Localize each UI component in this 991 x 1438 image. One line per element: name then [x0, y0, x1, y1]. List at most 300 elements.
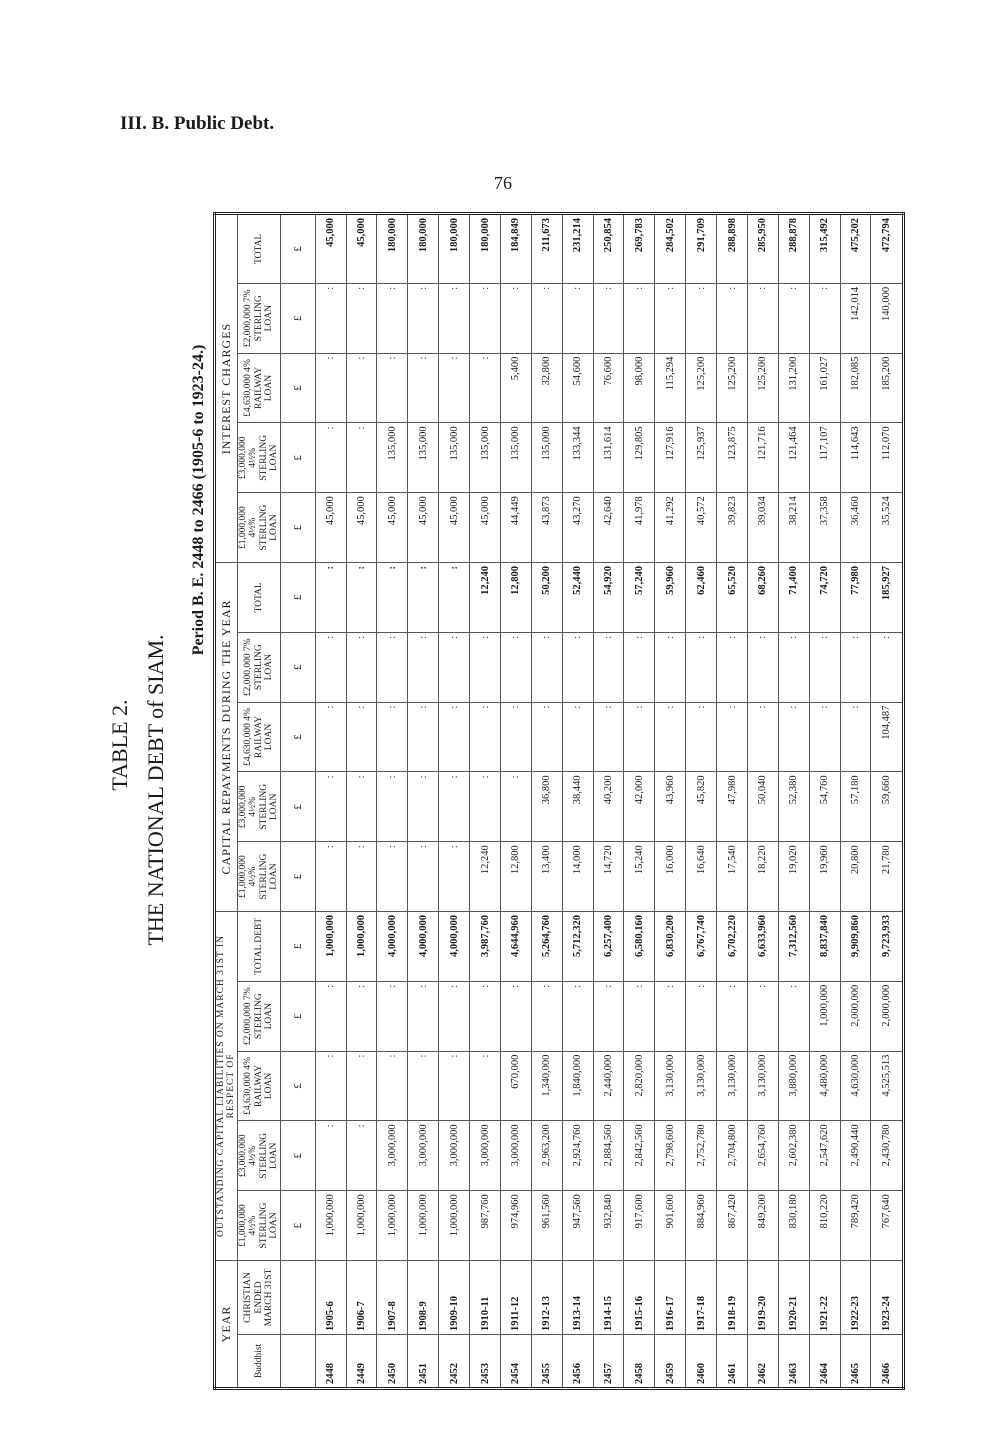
outstanding-loan3-cell: 3,130,000 — [747, 1051, 778, 1121]
christian-year-cell: 1912-13 — [531, 1260, 562, 1334]
col-repay-loan1: £1,000,000 4½% STERLING LOAN — [237, 842, 280, 912]
christian-year-cell: 1905-6 — [315, 1260, 346, 1334]
buddhist-year-cell: 2448 — [315, 1335, 346, 1389]
interest-loan4-cell: : — [562, 283, 593, 353]
repay-loan2-cell: 38,440 — [562, 772, 593, 842]
outstanding-loan2-cell: 3,000,000 — [377, 1121, 408, 1191]
interest-loan3-cell: : — [315, 353, 346, 423]
unit-cell: £ — [280, 1191, 315, 1261]
total-debt-cell: 5,712,320 — [562, 912, 593, 982]
repay-loan4-cell: : — [840, 632, 871, 702]
outstanding-loan2-cell: 2,963,200 — [531, 1121, 562, 1191]
interest-total-cell: 315,492 — [809, 214, 840, 284]
repay-loan4-cell: : — [747, 632, 778, 702]
buddhist-year-cell: 2449 — [346, 1335, 377, 1389]
interest-loan3-cell: 161,027 — [809, 353, 840, 423]
repay-total-cell: 62,460 — [686, 563, 717, 633]
total-debt-cell: 9,909,860 — [840, 912, 871, 982]
repay-loan1-cell: 21,780 — [871, 842, 904, 912]
unit-cell: £ — [280, 842, 315, 912]
outstanding-loan1-cell: 1,000,000 — [315, 1191, 346, 1261]
outstanding-loan2-cell: 3,000,000 — [500, 1121, 531, 1191]
interest-loan4-cell: 142,014 — [840, 283, 871, 353]
table-row — [655, 214, 686, 1389]
interest-total-cell: 285,950 — [747, 214, 778, 284]
outstanding-loan3-cell: : — [315, 1051, 346, 1121]
outstanding-loan3-cell: : — [408, 1051, 439, 1121]
interest-total-cell: 45,000 — [346, 214, 377, 284]
interest-loan3-cell: 54,600 — [562, 353, 593, 423]
col-repay-loan2: £3,000,000 4½% STERLING LOAN — [237, 772, 280, 842]
outstanding-loan2-cell: 2,842,560 — [624, 1121, 655, 1191]
outstanding-loan4-cell: : — [593, 981, 624, 1051]
repay-total-cell: : — [439, 563, 470, 633]
interest-loan3-cell: 182,085 — [840, 353, 871, 423]
christian-year-cell: 1906-7 — [346, 1260, 377, 1334]
page-number: 76 — [494, 173, 512, 193]
interest-loan4-cell: : — [624, 283, 655, 353]
outstanding-loan3-cell: 4,525,513 — [871, 1051, 904, 1121]
national-debt-table — [213, 212, 905, 1390]
unit-cell: £ — [280, 423, 315, 493]
interest-loan2-cell: 127,916 — [655, 423, 686, 493]
outstanding-loan1-cell: 884,960 — [686, 1191, 717, 1261]
buddhist-year-cell: 2459 — [655, 1335, 686, 1389]
table-row — [470, 214, 501, 1389]
interest-loan1-cell: 45,000 — [439, 493, 470, 563]
buddhist-year-cell: 2465 — [840, 1335, 871, 1389]
outstanding-loan2-cell: 2,490,440 — [840, 1121, 871, 1191]
col-outstanding-loan1: £1,000,000 4½% STERLING LOAN — [237, 1191, 280, 1261]
buddhist-year-cell: 2456 — [562, 1335, 593, 1389]
repay-total-cell: 68,260 — [747, 563, 778, 633]
christian-year-cell: 1920-21 — [778, 1260, 809, 1334]
repay-loan3-cell: : — [439, 702, 470, 772]
outstanding-loan1-cell: 1,000,000 — [408, 1191, 439, 1261]
interest-loan1-cell: 45,000 — [315, 493, 346, 563]
table-row — [315, 214, 346, 1389]
repay-loan3-cell: : — [408, 702, 439, 772]
repay-loan2-cell: 42,000 — [624, 772, 655, 842]
repay-total-cell: 12,240 — [470, 563, 501, 633]
table-row — [809, 214, 840, 1389]
repay-loan1-cell: : — [377, 842, 408, 912]
total-debt-cell: 5,264,760 — [531, 912, 562, 982]
repay-loan1-cell: 18,220 — [747, 842, 778, 912]
interest-loan2-cell: 123,875 — [717, 423, 748, 493]
col-interest-loan4: £2,000,000 7% STERLING LOAN — [237, 283, 280, 353]
interest-loan4-cell: : — [439, 283, 470, 353]
repay-loan3-cell: : — [470, 702, 501, 772]
repay-loan4-cell: : — [717, 632, 748, 702]
repay-loan2-cell: 47,980 — [717, 772, 748, 842]
table-body — [280, 214, 903, 1389]
outstanding-loan4-cell: : — [377, 981, 408, 1051]
interest-loan3-cell: 32,800 — [531, 353, 562, 423]
repay-loan4-cell: : — [377, 632, 408, 702]
table-row — [531, 214, 562, 1389]
table-row — [871, 214, 904, 1389]
outstanding-loan1-cell: 867,420 — [717, 1191, 748, 1261]
col-outstanding-loan3: £4,630,000 4% RAILWAY LOAN — [237, 1051, 280, 1121]
table-row — [778, 214, 809, 1389]
interest-loan4-cell: : — [747, 283, 778, 353]
repay-loan4-cell: : — [470, 632, 501, 702]
table-row — [439, 214, 470, 1389]
interest-total-cell: 250,854 — [593, 214, 624, 284]
repay-total-cell: 57,240 — [624, 563, 655, 633]
outstanding-loan2-cell: : — [315, 1121, 346, 1191]
outstanding-loan4-cell: : — [717, 981, 748, 1051]
repay-total-cell: 12,800 — [500, 563, 531, 633]
outstanding-loan1-cell: 987,760 — [470, 1191, 501, 1261]
repay-loan4-cell: : — [315, 632, 346, 702]
christian-year-cell: 1915-16 — [624, 1260, 655, 1334]
outstanding-loan2-cell: 2,924,760 — [562, 1121, 593, 1191]
interest-loan4-cell: : — [470, 283, 501, 353]
interest-total-cell: 288,878 — [778, 214, 809, 284]
group-outstanding: OUTSTANDING CAPITAL LIABILITIES ON MARCH 31ST IN RESPECT OF — [215, 912, 238, 1261]
table-row — [346, 214, 377, 1389]
outstanding-loan2-cell: 2,704,800 — [717, 1121, 748, 1191]
interest-total-cell: 211,673 — [531, 214, 562, 284]
interest-loan2-cell: : — [315, 423, 346, 493]
interest-loan2-cell: 135,000 — [470, 423, 501, 493]
interest-total-cell: 45,000 — [315, 214, 346, 284]
unit-row — [280, 214, 315, 1389]
outstanding-loan4-cell: : — [624, 981, 655, 1051]
repay-loan2-cell: : — [315, 772, 346, 842]
repay-loan4-cell: : — [593, 632, 624, 702]
repay-loan1-cell: 17,540 — [717, 842, 748, 912]
interest-loan4-cell: : — [717, 283, 748, 353]
buddhist-year-cell: 2458 — [624, 1335, 655, 1389]
debt-table-container — [213, 212, 905, 1390]
interest-loan1-cell: 39,034 — [747, 493, 778, 563]
repay-loan1-cell: 16,640 — [686, 842, 717, 912]
col-outstanding-loan4: £2,000,000 7% STERLING LOAN — [237, 981, 280, 1051]
total-debt-cell: 4,000,000 — [408, 912, 439, 982]
repay-loan2-cell: 52,380 — [778, 772, 809, 842]
repay-loan4-cell: : — [778, 632, 809, 702]
col-buddhist: Buddhist — [237, 1335, 280, 1389]
repay-loan3-cell: 104,487 — [871, 702, 904, 772]
outstanding-loan1-cell: 961,560 — [531, 1191, 562, 1261]
table-row — [840, 214, 871, 1389]
interest-loan2-cell: 131,614 — [593, 423, 624, 493]
buddhist-year-cell: 2454 — [500, 1335, 531, 1389]
outstanding-loan1-cell: 901,600 — [655, 1191, 686, 1261]
table-row — [624, 214, 655, 1389]
repay-loan3-cell: : — [531, 702, 562, 772]
table-row — [593, 214, 624, 1389]
repay-loan1-cell: : — [315, 842, 346, 912]
repay-loan2-cell: 40,200 — [593, 772, 624, 842]
interest-total-cell: 291,709 — [686, 214, 717, 284]
outstanding-loan1-cell: 1,000,000 — [346, 1191, 377, 1261]
outstanding-loan1-cell: 932,840 — [593, 1191, 624, 1261]
period-caption: Period B. E. 2448 to 2466 (1905-6 to 1923-24.) — [190, 344, 207, 656]
interest-loan4-cell: : — [346, 283, 377, 353]
repay-loan4-cell: : — [500, 632, 531, 702]
repay-loan2-cell: : — [500, 772, 531, 842]
repay-loan3-cell: : — [778, 702, 809, 772]
outstanding-loan3-cell: 1,840,000 — [562, 1051, 593, 1121]
repay-loan2-cell: 57,180 — [840, 772, 871, 842]
interest-loan4-cell: : — [315, 283, 346, 353]
interest-loan4-cell: : — [778, 283, 809, 353]
interest-loan1-cell: 45,000 — [346, 493, 377, 563]
repay-total-cell: 59,960 — [655, 563, 686, 633]
unit-cell: £ — [280, 214, 315, 284]
outstanding-loan1-cell: 1,000,000 — [439, 1191, 470, 1261]
outstanding-loan3-cell: 4,480,000 — [809, 1051, 840, 1121]
col-interest-total: TOTAL — [237, 214, 280, 284]
outstanding-loan3-cell: 2,440,000 — [593, 1051, 624, 1121]
interest-loan1-cell: 35,524 — [871, 493, 904, 563]
interest-loan3-cell: 76,600 — [593, 353, 624, 423]
col-interest-loan2: £3,000,000 4½% STERLING LOAN — [237, 423, 280, 493]
buddhist-year-cell: 2453 — [470, 1335, 501, 1389]
outstanding-loan3-cell: 2,820,000 — [624, 1051, 655, 1121]
outstanding-loan4-cell: 1,000,000 — [809, 981, 840, 1051]
unit-cell: £ — [280, 772, 315, 842]
repay-loan1-cell: 16,000 — [655, 842, 686, 912]
outstanding-loan1-cell: 1,000,000 — [377, 1191, 408, 1261]
interest-loan2-cell: 121,464 — [778, 423, 809, 493]
interest-loan1-cell: 44,449 — [500, 493, 531, 563]
interest-loan3-cell: 131,200 — [778, 353, 809, 423]
table-row — [500, 214, 531, 1389]
interest-total-cell: 184,849 — [500, 214, 531, 284]
interest-loan1-cell: 45,000 — [470, 493, 501, 563]
outstanding-loan4-cell: : — [747, 981, 778, 1051]
buddhist-year-cell: 2461 — [717, 1335, 748, 1389]
repay-loan1-cell: 13,400 — [531, 842, 562, 912]
repay-loan1-cell: 15,240 — [624, 842, 655, 912]
unit-cell: £ — [280, 563, 315, 633]
total-debt-cell: 1,000,000 — [315, 912, 346, 982]
interest-loan2-cell: 114,643 — [840, 423, 871, 493]
interest-loan3-cell: 125,200 — [747, 353, 778, 423]
interest-total-cell: 231,214 — [562, 214, 593, 284]
outstanding-loan2-cell: 3,000,000 — [470, 1121, 501, 1191]
outstanding-loan1-cell: 810,220 — [809, 1191, 840, 1261]
col-total-debt: TOTAL DEBT — [237, 912, 280, 982]
total-debt-cell: 6,702,220 — [717, 912, 748, 982]
interest-loan2-cell: 112,070 — [871, 423, 904, 493]
repay-loan1-cell: : — [439, 842, 470, 912]
repay-loan2-cell: : — [439, 772, 470, 842]
christian-year-cell: 1907-8 — [377, 1260, 408, 1334]
col-christian: CHRISTIAN ENDED MARCH 31ST — [237, 1260, 280, 1334]
repay-total-cell: : — [315, 563, 346, 633]
repay-loan1-cell: 12,240 — [470, 842, 501, 912]
col-interest-loan3: £4,630,000 4% RAILWAY LOAN — [237, 353, 280, 423]
interest-loan4-cell: : — [408, 283, 439, 353]
table-row — [562, 214, 593, 1389]
repay-loan3-cell: : — [346, 702, 377, 772]
repay-loan3-cell: : — [593, 702, 624, 772]
outstanding-loan4-cell: : — [439, 981, 470, 1051]
interest-loan1-cell: 36,460 — [840, 493, 871, 563]
interest-loan3-cell: : — [408, 353, 439, 423]
repay-loan3-cell: : — [809, 702, 840, 772]
interest-loan1-cell: 38,214 — [778, 493, 809, 563]
interest-total-cell: 472,794 — [871, 214, 904, 284]
buddhist-year-cell: 2462 — [747, 1335, 778, 1389]
outstanding-loan4-cell: : — [315, 981, 346, 1051]
interest-total-cell: 284,502 — [655, 214, 686, 284]
interest-loan4-cell: : — [809, 283, 840, 353]
christian-year-cell: 1923-24 — [871, 1260, 904, 1334]
outstanding-loan4-cell: : — [686, 981, 717, 1051]
repay-total-cell: : — [346, 563, 377, 633]
total-debt-cell: 9,723,933 — [871, 912, 904, 982]
outstanding-loan4-cell: : — [500, 981, 531, 1051]
buddhist-year-cell: 2452 — [439, 1335, 470, 1389]
unit-cell: £ — [280, 283, 315, 353]
repay-loan2-cell: : — [408, 772, 439, 842]
repay-total-cell: 71,400 — [778, 563, 809, 633]
outstanding-loan4-cell: : — [655, 981, 686, 1051]
total-debt-cell: 6,767,740 — [686, 912, 717, 982]
repay-loan2-cell: 43,960 — [655, 772, 686, 842]
repay-loan4-cell: : — [439, 632, 470, 702]
buddhist-year-cell: 2460 — [686, 1335, 717, 1389]
repay-loan3-cell: : — [315, 702, 346, 772]
table-row — [377, 214, 408, 1389]
outstanding-loan3-cell: 1,340,000 — [531, 1051, 562, 1121]
repay-loan1-cell: 14,720 — [593, 842, 624, 912]
outstanding-loan2-cell: 2,884,560 — [593, 1121, 624, 1191]
outstanding-loan4-cell: : — [778, 981, 809, 1051]
interest-loan4-cell: : — [686, 283, 717, 353]
repay-loan1-cell: 14,000 — [562, 842, 593, 912]
total-debt-cell: 6,580,160 — [624, 912, 655, 982]
interest-loan3-cell: : — [346, 353, 377, 423]
table-row — [717, 214, 748, 1389]
repay-loan4-cell: : — [562, 632, 593, 702]
christian-year-cell: 1914-15 — [593, 1260, 624, 1334]
repay-loan1-cell: 12,800 — [500, 842, 531, 912]
outstanding-loan4-cell: 2,000,000 — [840, 981, 871, 1051]
unit-cell: £ — [280, 1121, 315, 1191]
repay-total-cell: : — [408, 563, 439, 633]
unit-cell: £ — [280, 353, 315, 423]
interest-loan1-cell: 43,873 — [531, 493, 562, 563]
christian-year-cell: 1919-20 — [747, 1260, 778, 1334]
repay-loan2-cell: 59,660 — [871, 772, 904, 842]
interest-total-cell: 475,202 — [840, 214, 871, 284]
interest-loan1-cell: 41,978 — [624, 493, 655, 563]
outstanding-loan1-cell: 917,600 — [624, 1191, 655, 1261]
table-row — [747, 214, 778, 1389]
interest-total-cell: 180,000 — [439, 214, 470, 284]
repay-loan2-cell: 36,800 — [531, 772, 562, 842]
total-debt-cell: 3,987,760 — [470, 912, 501, 982]
repay-loan4-cell: : — [809, 632, 840, 702]
interest-total-cell: 180,000 — [408, 214, 439, 284]
outstanding-loan4-cell: : — [562, 981, 593, 1051]
outstanding-loan4-cell: 2,000,000 — [871, 981, 904, 1051]
interest-loan2-cell: 135,000 — [377, 423, 408, 493]
total-debt-cell: 7,312,560 — [778, 912, 809, 982]
christian-year-cell: 1917-18 — [686, 1260, 717, 1334]
repay-loan2-cell: 50,040 — [747, 772, 778, 842]
repay-loan3-cell: : — [500, 702, 531, 772]
christian-year-cell: 1916-17 — [655, 1260, 686, 1334]
col-repay-loan3: £4,630,000 4% RAILWAY LOAN — [237, 702, 280, 772]
outstanding-loan2-cell: 2,547,620 — [809, 1121, 840, 1191]
repay-loan2-cell: : — [377, 772, 408, 842]
interest-loan1-cell: 37,358 — [809, 493, 840, 563]
outstanding-loan2-cell: 2,798,600 — [655, 1121, 686, 1191]
group-year: YEAR — [215, 1260, 238, 1388]
repay-total-cell: 52,440 — [562, 563, 593, 633]
interest-loan3-cell: 5,400 — [500, 353, 531, 423]
col-repay-loan4: £2,000,000 7% STERLING LOAN — [237, 632, 280, 702]
interest-loan2-cell: 135,000 — [439, 423, 470, 493]
outstanding-loan2-cell: 2,752,780 — [686, 1121, 717, 1191]
interest-total-cell: 180,000 — [377, 214, 408, 284]
interest-loan3-cell: : — [439, 353, 470, 423]
interest-total-cell: 180,000 — [470, 214, 501, 284]
interest-loan2-cell: 129,805 — [624, 423, 655, 493]
total-debt-cell: 6,633,960 — [747, 912, 778, 982]
outstanding-loan2-cell: 3,000,000 — [439, 1121, 470, 1191]
unit-cell: £ — [280, 632, 315, 702]
repay-loan3-cell: : — [624, 702, 655, 772]
unit-cell: £ — [280, 1051, 315, 1121]
outstanding-loan4-cell: : — [470, 981, 501, 1051]
repay-loan2-cell: : — [346, 772, 377, 842]
repay-loan2-cell: : — [470, 772, 501, 842]
section-header: III. B. Public Debt. — [120, 113, 275, 134]
unit-cell: £ — [280, 702, 315, 772]
group-repayments: CAPITAL REPAYMENTS DURING THE YEAR — [215, 563, 238, 912]
outstanding-loan1-cell: 974,960 — [500, 1191, 531, 1261]
repay-loan2-cell: 45,820 — [686, 772, 717, 842]
interest-loan2-cell: 135,000 — [500, 423, 531, 493]
interest-loan2-cell: 135,000 — [531, 423, 562, 493]
repay-loan4-cell: : — [408, 632, 439, 702]
interest-loan3-cell: 115,294 — [655, 353, 686, 423]
repay-loan4-cell: : — [624, 632, 655, 702]
outstanding-loan2-cell: 2,654,760 — [747, 1121, 778, 1191]
table-row — [686, 214, 717, 1389]
outstanding-loan4-cell: : — [531, 981, 562, 1051]
interest-loan1-cell: 39,823 — [717, 493, 748, 563]
total-debt-cell: 6,257,400 — [593, 912, 624, 982]
outstanding-loan3-cell: 670,000 — [500, 1051, 531, 1121]
interest-total-cell: 269,783 — [624, 214, 655, 284]
repay-total-cell: 74,720 — [809, 563, 840, 633]
outstanding-loan4-cell: : — [408, 981, 439, 1051]
outstanding-loan2-cell: 2,602,380 — [778, 1121, 809, 1191]
interest-loan2-cell: 121,716 — [747, 423, 778, 493]
col-interest-loan1: £1,000,000 4½% STERLING LOAN — [237, 493, 280, 563]
repay-loan4-cell: : — [871, 632, 904, 702]
christian-year-cell: 1909-10 — [439, 1260, 470, 1334]
outstanding-loan2-cell: 2,430,780 — [871, 1121, 904, 1191]
repay-loan2-cell: 54,760 — [809, 772, 840, 842]
christian-year-cell: 1921-22 — [809, 1260, 840, 1334]
outstanding-loan1-cell: 789,420 — [840, 1191, 871, 1261]
christian-year-cell: 1918-19 — [717, 1260, 748, 1334]
debt-table-rotated — [213, 212, 905, 1390]
col-repay-total: TOTAL — [237, 563, 280, 633]
